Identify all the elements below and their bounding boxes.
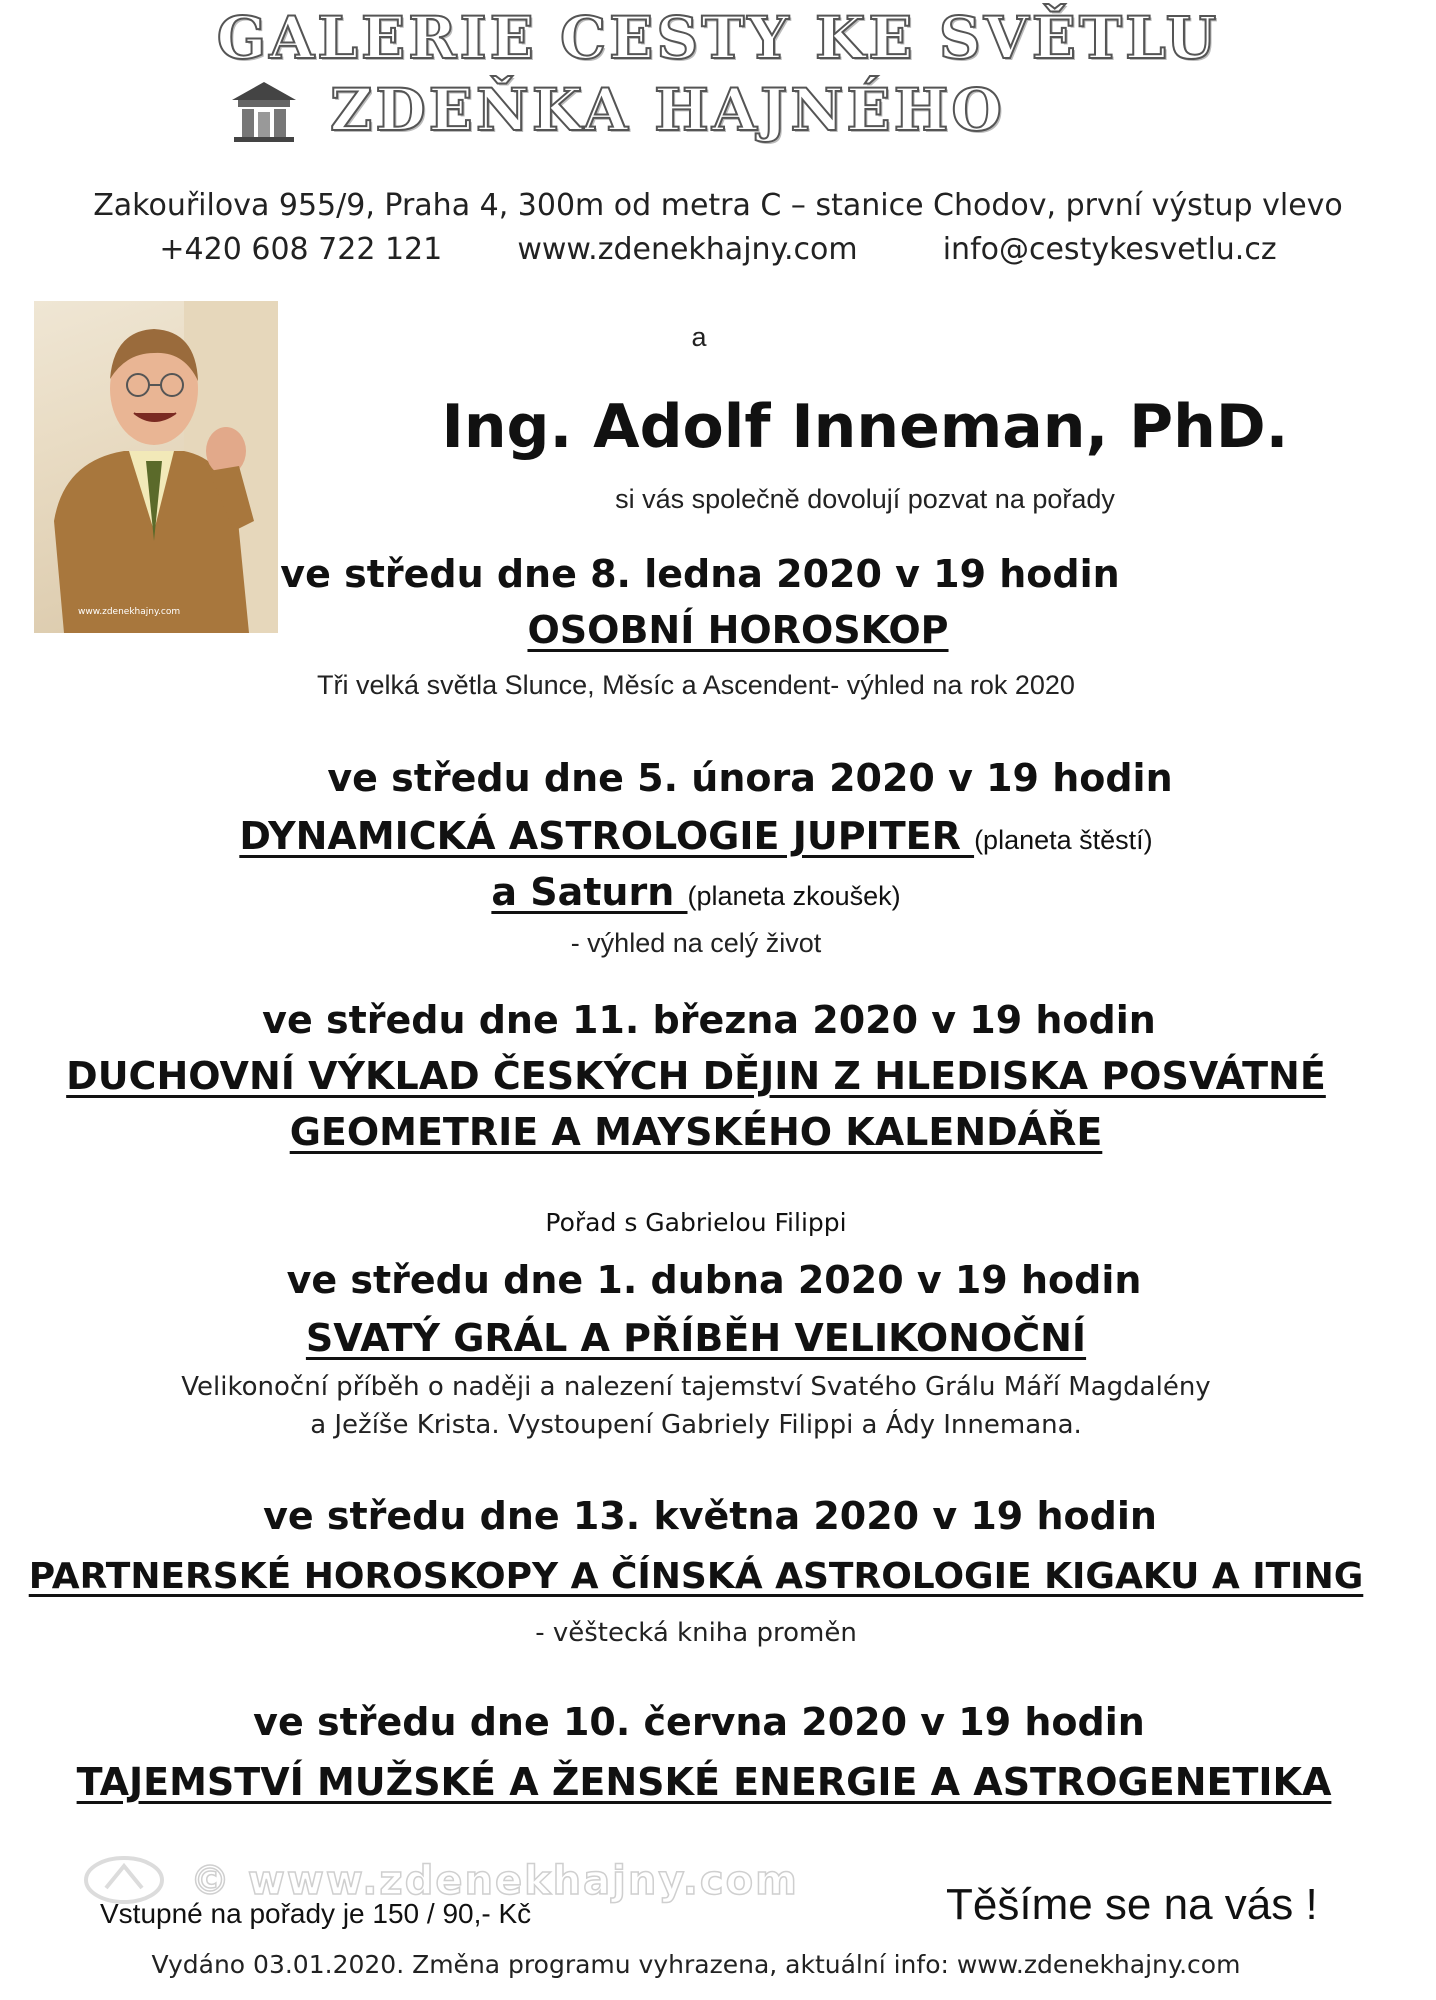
conjunction: a [691,322,707,352]
gallery-subtitle: ZDEŇKA HAJNÉHO [330,76,1005,144]
event-date: ve středu dne 5. února 2020 v 19 hodin [327,756,1173,800]
event-description: a Ježíše Krista. Vystoupení Gabriely Filippi a Ády Innemana. [310,1410,1082,1440]
event-title-note: (planeta zkoušek) [687,881,901,911]
event-title: PARTNERSKÉ HOROSKOPY A ČÍNSKÁ ASTROLOGIE KIGAKU A ITING [28,1556,1364,1597]
event-title: a Saturn [491,870,688,914]
event-description: Tři velká světla Slunce, Měsíc a Ascendent- výhled na rok 2020 [317,670,1075,700]
greeting: Těšíme se na vás ! [946,1880,1318,1929]
event-title-note: (planeta štěstí) [974,825,1153,855]
phone-number: +420 608 722 121 [159,232,443,267]
event-title-line [0,814,1392,858]
contact-line [0,232,1436,267]
event-description: - věštecká kniha proměn [535,1618,857,1648]
event-title-line [0,870,1392,914]
invitation-text: si vás společně dovolují pozvat na pořady [615,484,1115,514]
gallery-title: GALERIE CESTY KE SVĚTLU [216,4,1220,72]
website-link[interactable]: www.zdenekhajny.com [517,232,858,267]
presenter-name: Ing. Adolf Inneman, PhD. [441,392,1289,462]
event-title: GEOMETRIE A MAYSKÉHO KALENDÁŘE [289,1110,1103,1154]
event-title: SVATÝ GRÁL A PŘÍBĚH VELIKONOČNÍ [305,1316,1087,1360]
event-description: Velikonoční příběh o naději a nalezení tajemství Svatého Grálu Máří Magdalény [181,1372,1211,1402]
event-title: DYNAMICKÁ ASTROLOGIE JUPITER [239,814,975,858]
event-title: OSOBNÍ HOROSKOP [527,608,949,652]
watermark: © www.zdenekhajny.com [190,1858,799,1904]
entry-fee: Vstupné na pořady je 150 / 90,- Kč [100,1898,532,1929]
gallery-logo-icon [228,80,300,142]
event-date: ve středu dne 8. ledna 2020 v 19 hodin [280,552,1120,596]
event-pre-note: Pořad s Gabrielou Filippi [545,1208,847,1237]
event-date: ve středu dne 13. května 2020 v 19 hodin [263,1494,1157,1538]
email-link[interactable]: info@cestykesvetlu.cz [942,232,1277,267]
address: Zakouřilova 955/9, Praha 4, 300m od metra C – stanice Chodov, první výstup vlevo [93,188,1343,223]
issued-note: Vydáno 03.01.2020. Změna programu vyhrazena, aktuální info: www.zdenekhajny.com [151,1950,1241,1979]
event-date: ve středu dne 11. března 2020 v 19 hodin [262,998,1156,1042]
event-title: DUCHOVNÍ VÝKLAD ČESKÝCH DĚJIN Z HLEDISKA POSVÁTNÉ [66,1054,1326,1098]
photo-caption: www.zdenekhajny.com [78,607,181,617]
event-title: TAJEMSTVÍ MUŽSKÉ A ŽENSKÉ ENERGIE A ASTROGENETIKA [76,1760,1332,1804]
event-date: ve středu dne 10. června 2020 v 19 hodin [253,1700,1145,1744]
event-description: - výhled na celý život [570,928,822,958]
event-date: ve středu dne 1. dubna 2020 v 19 hodin [286,1258,1142,1302]
